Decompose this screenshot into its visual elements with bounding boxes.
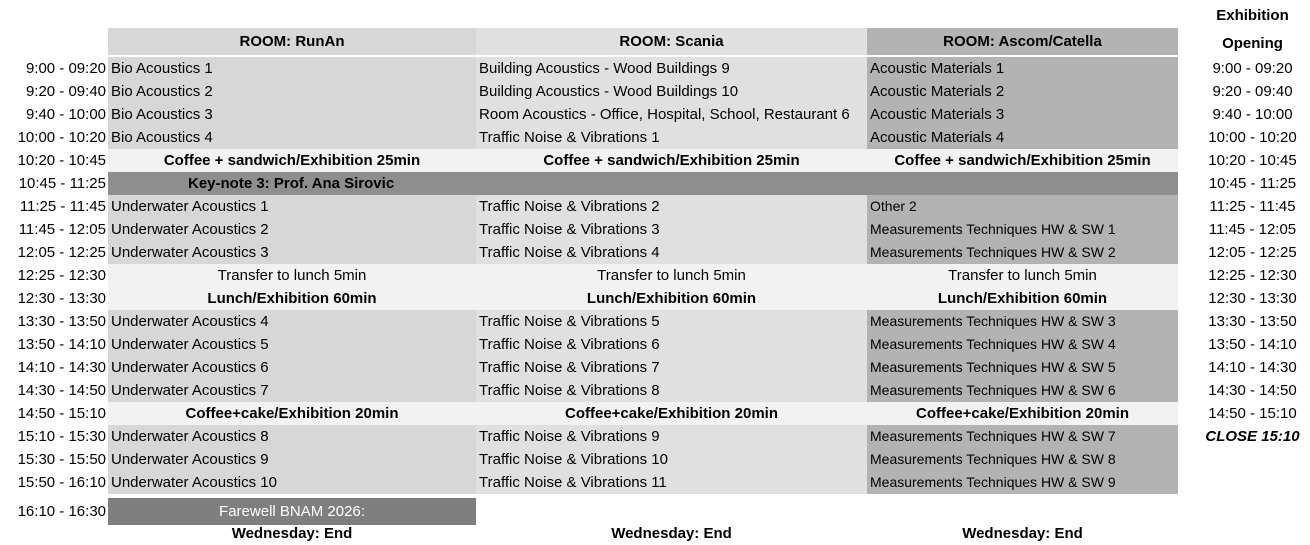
session-runan: Bio Acoustics 2 [108,80,476,103]
exhibition-time: 14:50 - 15:10 [1208,405,1297,422]
session-runan: Underwater Acoustics 10 [108,471,476,494]
session-ascom-catella: Measurements Techniques HW & SW 1 [867,218,1178,241]
time-slot: 9:20 - 09:40 [25,83,106,100]
session-scania: Traffic Noise & Vibrations 2 [476,195,867,218]
time-slot: 12:25 - 12:30 [17,267,106,284]
session-scania: Traffic Noise & Vibrations 4 [476,241,867,264]
break-ascom-catella: Coffee+cake/Exhibition 20min [867,402,1178,425]
session-ascom-catella: Measurements Techniques HW & SW 9 [867,471,1178,494]
session-ascom-catella: Other 2 [867,195,1178,218]
farewell-banner: Farewell BNAM 2026: [108,498,476,525]
session-runan: Underwater Acoustics 7 [108,379,476,402]
session-scania: Traffic Noise & Vibrations 11 [476,471,867,494]
session-scania: Building Acoustics - Wood Buildings 9 [476,57,867,80]
session-ascom-catella: Acoustic Materials 3 [867,103,1178,126]
time-slot: 14:50 - 15:10 [17,405,106,422]
exhibition-header-line2: Opening [1222,35,1283,52]
session-runan: Underwater Acoustics 6 [108,356,476,379]
session-runan: Underwater Acoustics 4 [108,310,476,333]
session-runan: Bio Acoustics 3 [108,103,476,126]
time-slot: 10:00 - 10:20 [17,129,106,146]
time-slot: 15:10 - 15:30 [17,428,106,445]
exhibition-time: 9:40 - 10:00 [1212,106,1293,123]
session-ascom-catella: Measurements Techniques HW & SW 7 [867,425,1178,448]
time-slot: 10:20 - 10:45 [17,152,106,169]
session-scania: Traffic Noise & Vibrations 9 [476,425,867,448]
exhibition-time: 12:05 - 12:25 [1208,244,1297,261]
session-scania: Traffic Noise & Vibrations 8 [476,379,867,402]
transfer-runan: Transfer to lunch 5min [108,264,476,287]
break-runan: Coffee+cake/Exhibition 20min [108,402,476,425]
time-slot: 9:00 - 09:20 [25,60,106,77]
exhibition-time: 12:25 - 12:30 [1208,267,1297,284]
time-slot: 12:05 - 12:25 [17,244,106,261]
break-scania: Coffee+cake/Exhibition 20min [476,402,867,425]
break-scania: Coffee + sandwich/Exhibition 25min [476,149,867,172]
break-runan: Lunch/Exhibition 60min [108,287,476,310]
transfer-ascom-catella: Transfer to lunch 5min [867,264,1178,287]
exhibition-time: 14:30 - 14:50 [1208,382,1297,399]
session-runan: Bio Acoustics 4 [108,126,476,149]
exhibition-time: 13:30 - 13:50 [1208,313,1297,330]
session-scania: Traffic Noise & Vibrations 3 [476,218,867,241]
exhibition-header-line1: Exhibition [1216,7,1289,24]
session-ascom-catella: Measurements Techniques HW & SW 5 [867,356,1178,379]
exhibition-time: 9:20 - 09:40 [1212,83,1293,100]
session-ascom-catella: Measurements Techniques HW & SW 6 [867,379,1178,402]
exhibition-time: 11:25 - 11:45 [1209,198,1296,215]
time-slot: 12:30 - 13:30 [17,290,106,307]
session-scania: Room Acoustics - Office, Hospital, School, Restaurant 6 [476,103,867,126]
time-slot: 13:50 - 14:10 [17,336,106,353]
break-ascom-catella: Lunch/Exhibition 60min [867,287,1178,310]
footer-end-ascom-catella: Wednesday: End [962,525,1083,542]
session-runan: Underwater Acoustics 5 [108,333,476,356]
time-slot: 15:30 - 15:50 [17,451,106,468]
transfer-scania: Transfer to lunch 5min [476,264,867,287]
session-scania: Traffic Noise & Vibrations 7 [476,356,867,379]
break-ascom-catella: Coffee + sandwich/Exhibition 25min [867,149,1178,172]
session-scania: Traffic Noise & Vibrations 1 [476,126,867,149]
footer-end-runan: Wednesday: End [231,525,353,542]
room-header-runan: ROOM: RunAn [108,28,476,55]
time-slot: 11:25 - 11:45 [19,198,106,215]
keynote-banner: Key-note 3: Prof. Ana Sirovic [108,172,1178,195]
session-ascom-catella: Measurements Techniques HW & SW 4 [867,333,1178,356]
exhibition-time: 10:00 - 10:20 [1208,129,1297,146]
footer-end-scania: Wednesday: End [611,525,732,542]
break-runan: Coffee + sandwich/Exhibition 25min [108,149,476,172]
session-ascom-catella: Acoustic Materials 1 [867,57,1178,80]
time-slot: 9:40 - 10:00 [25,106,106,123]
session-runan: Underwater Acoustics 3 [108,241,476,264]
exhibition-time: 10:20 - 10:45 [1208,152,1297,169]
exhibition-time: 11:45 - 12:05 [1208,221,1297,238]
session-runan: Underwater Acoustics 8 [108,425,476,448]
exhibition-close: CLOSE 15:10 [1205,428,1300,445]
session-runan: Underwater Acoustics 1 [108,195,476,218]
session-scania: Building Acoustics - Wood Buildings 10 [476,80,867,103]
session-ascom-catella: Measurements Techniques HW & SW 2 [867,241,1178,264]
session-scania: Traffic Noise & Vibrations 5 [476,310,867,333]
session-ascom-catella: Acoustic Materials 2 [867,80,1178,103]
exhibition-time: 13:50 - 14:10 [1208,336,1297,353]
time-slot: 11:45 - 12:05 [18,221,106,238]
exhibition-time: 14:10 - 14:30 [1208,359,1297,376]
session-scania: Traffic Noise & Vibrations 6 [476,333,867,356]
time-slot: 10:45 - 11:25 [18,175,106,192]
session-runan: Bio Acoustics 1 [108,57,476,80]
time-slot: 15:50 - 16:10 [17,474,106,491]
time-slot: 14:10 - 14:30 [17,359,106,376]
time-slot: 16:10 - 16:30 [17,503,106,520]
room-header-scania: ROOM: Scania [476,28,867,55]
exhibition-time: 9:00 - 09:20 [1212,60,1293,77]
break-scania: Lunch/Exhibition 60min [476,287,867,310]
exhibition-time: 10:45 - 11:25 [1208,175,1297,192]
exhibition-time: 12:30 - 13:30 [1208,290,1297,307]
session-runan: Underwater Acoustics 9 [108,448,476,471]
room-header-ascom-catella: ROOM: Ascom/Catella [867,28,1178,55]
time-slot: 14:30 - 14:50 [17,382,106,399]
time-slot: 13:30 - 13:50 [17,313,106,330]
session-scania: Traffic Noise & Vibrations 10 [476,448,867,471]
session-runan: Underwater Acoustics 2 [108,218,476,241]
session-ascom-catella: Acoustic Materials 4 [867,126,1178,149]
session-ascom-catella: Measurements Techniques HW & SW 3 [867,310,1178,333]
session-ascom-catella: Measurements Techniques HW & SW 8 [867,448,1178,471]
